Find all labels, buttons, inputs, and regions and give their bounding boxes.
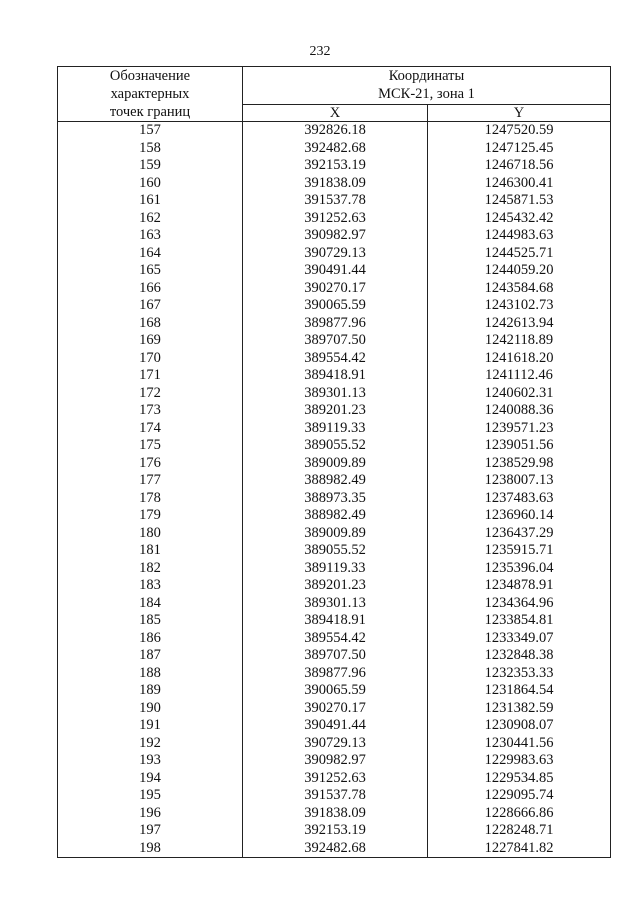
table-row	[58, 560, 611, 578]
x-cell: 389119.33	[243, 420, 428, 438]
x-column-header: X	[243, 104, 428, 121]
x-cell: 389301.13	[243, 385, 428, 403]
x-cell: 390065.59	[243, 297, 428, 315]
point-cell: 178	[58, 490, 243, 508]
table-row	[58, 595, 611, 613]
x-cell: 391838.09	[243, 175, 428, 193]
x-cell: 392482.68	[243, 840, 428, 858]
x-cell: 389554.42	[243, 630, 428, 648]
y-cell: 1244983.63	[428, 227, 611, 245]
table-row	[58, 770, 611, 788]
point-cell: 179	[58, 507, 243, 525]
points-header-line: точек границ	[109, 104, 191, 120]
x-cell: 390270.17	[243, 280, 428, 298]
table-row	[58, 420, 611, 438]
table-row	[58, 455, 611, 473]
x-cell: 388973.35	[243, 490, 428, 508]
point-cell: 182	[58, 560, 243, 578]
y-cell: 1247125.45	[428, 140, 611, 158]
table-row	[58, 525, 611, 543]
y-cell: 1230441.56	[428, 735, 611, 753]
x-cell: 392482.68	[243, 140, 428, 158]
table-row	[58, 437, 611, 455]
y-cell: 1233349.07	[428, 630, 611, 648]
table-row	[58, 490, 611, 508]
y-cell: 1230908.07	[428, 717, 611, 735]
points-column-header	[58, 67, 243, 122]
x-cell: 389009.89	[243, 525, 428, 543]
y-cell: 1240602.31	[428, 385, 611, 403]
point-cell: 174	[58, 420, 243, 438]
x-cell: 389707.50	[243, 332, 428, 350]
y-cell: 1231864.54	[428, 682, 611, 700]
point-cell: 180	[58, 525, 243, 543]
page-number: 232	[309, 44, 331, 59]
y-cell: 1239571.23	[428, 420, 611, 438]
x-cell: 389877.96	[243, 315, 428, 333]
point-cell: 185	[58, 612, 243, 630]
table-row	[58, 122, 611, 140]
x-cell: 392153.19	[243, 822, 428, 840]
y-cell: 1245432.42	[428, 210, 611, 228]
coordinates-header-line: МСК-21, зона 1	[378, 86, 475, 103]
table-row	[58, 385, 611, 403]
x-cell: 389418.91	[243, 367, 428, 385]
x-cell: 389418.91	[243, 612, 428, 630]
point-cell: 161	[58, 192, 243, 210]
x-cell: 389301.13	[243, 595, 428, 613]
table-row	[58, 210, 611, 228]
point-cell: 172	[58, 385, 243, 403]
y-cell: 1243102.73	[428, 297, 611, 315]
x-cell: 389055.52	[243, 437, 428, 455]
y-cell: 1229095.74	[428, 787, 611, 805]
y-cell: 1246718.56	[428, 157, 611, 175]
point-cell: 162	[58, 210, 243, 228]
point-cell: 194	[58, 770, 243, 788]
x-cell: 389554.42	[243, 350, 428, 368]
y-cell: 1241112.46	[428, 367, 611, 385]
table-row	[58, 315, 611, 333]
y-cell: 1241618.20	[428, 350, 611, 368]
x-cell: 391537.78	[243, 787, 428, 805]
x-cell: 389201.23	[243, 577, 428, 595]
table-row	[58, 245, 611, 263]
y-cell: 1234878.91	[428, 577, 611, 595]
x-cell: 390491.44	[243, 717, 428, 735]
y-cell: 1233854.81	[428, 612, 611, 630]
table-row	[58, 805, 611, 823]
y-cell: 1236960.14	[428, 507, 611, 525]
x-cell: 390729.13	[243, 245, 428, 263]
table-row	[58, 140, 611, 158]
table-row	[58, 577, 611, 595]
x-cell: 391252.63	[243, 770, 428, 788]
table-row	[58, 630, 611, 648]
y-cell: 1228248.71	[428, 822, 611, 840]
point-cell: 173	[58, 402, 243, 420]
y-cell: 1239051.56	[428, 437, 611, 455]
point-cell: 189	[58, 682, 243, 700]
y-cell: 1231382.59	[428, 700, 611, 718]
y-cell: 1229983.63	[428, 752, 611, 770]
y-cell: 1237483.63	[428, 490, 611, 508]
y-cell: 1242118.89	[428, 332, 611, 350]
point-cell: 193	[58, 752, 243, 770]
x-cell: 388982.49	[243, 507, 428, 525]
table-row	[58, 647, 611, 665]
table-row	[58, 822, 611, 840]
point-cell: 170	[58, 350, 243, 368]
point-cell: 198	[58, 840, 243, 858]
coordinates-group-header	[243, 67, 611, 105]
y-cell: 1236437.29	[428, 525, 611, 543]
table-row	[58, 227, 611, 245]
x-cell: 390982.97	[243, 227, 428, 245]
point-cell: 191	[58, 717, 243, 735]
point-cell: 192	[58, 735, 243, 753]
y-cell: 1234364.96	[428, 595, 611, 613]
coordinates-table	[57, 66, 611, 858]
table-body	[58, 122, 611, 858]
y-cell: 1247520.59	[428, 122, 611, 140]
y-cell: 1245871.53	[428, 192, 611, 210]
point-cell: 169	[58, 332, 243, 350]
x-cell: 390729.13	[243, 735, 428, 753]
x-cell: 389055.52	[243, 542, 428, 560]
table-row	[58, 332, 611, 350]
point-cell: 164	[58, 245, 243, 263]
table-row	[58, 350, 611, 368]
x-cell: 391537.78	[243, 192, 428, 210]
point-cell: 160	[58, 175, 243, 193]
x-cell: 389877.96	[243, 665, 428, 683]
y-cell: 1246300.41	[428, 175, 611, 193]
table-row	[58, 192, 611, 210]
point-cell: 186	[58, 630, 243, 648]
point-cell: 157	[58, 122, 243, 140]
y-cell: 1242613.94	[428, 315, 611, 333]
x-cell: 389201.23	[243, 402, 428, 420]
point-cell: 167	[58, 297, 243, 315]
point-cell: 175	[58, 437, 243, 455]
table-row	[58, 752, 611, 770]
y-cell: 1240088.36	[428, 402, 611, 420]
y-cell: 1235915.71	[428, 542, 611, 560]
y-cell: 1243584.68	[428, 280, 611, 298]
table-row	[58, 280, 611, 298]
point-cell: 166	[58, 280, 243, 298]
point-cell: 163	[58, 227, 243, 245]
point-cell: 171	[58, 367, 243, 385]
table-row	[58, 735, 611, 753]
point-cell: 159	[58, 157, 243, 175]
y-cell: 1227841.82	[428, 840, 611, 858]
x-cell: 388982.49	[243, 472, 428, 490]
y-cell: 1232848.38	[428, 647, 611, 665]
point-cell: 176	[58, 455, 243, 473]
table-row	[58, 612, 611, 630]
table-row	[58, 157, 611, 175]
table-row	[58, 367, 611, 385]
point-cell: 165	[58, 262, 243, 280]
table-row	[58, 507, 611, 525]
point-cell: 190	[58, 700, 243, 718]
point-cell: 168	[58, 315, 243, 333]
point-cell: 197	[58, 822, 243, 840]
table-row	[58, 297, 611, 315]
table-row	[58, 262, 611, 280]
y-cell: 1232353.33	[428, 665, 611, 683]
y-cell: 1228666.86	[428, 805, 611, 823]
x-cell: 390065.59	[243, 682, 428, 700]
point-cell: 188	[58, 665, 243, 683]
point-cell: 195	[58, 787, 243, 805]
point-cell: 187	[58, 647, 243, 665]
table-row	[58, 840, 611, 858]
y-cell: 1244059.20	[428, 262, 611, 280]
table-row	[58, 665, 611, 683]
y-cell: 1229534.85	[428, 770, 611, 788]
points-header-line: характерных	[110, 86, 190, 102]
table-row	[58, 700, 611, 718]
point-cell: 183	[58, 577, 243, 595]
x-cell: 392153.19	[243, 157, 428, 175]
point-cell: 177	[58, 472, 243, 490]
table-row	[58, 717, 611, 735]
y-cell: 1238529.98	[428, 455, 611, 473]
table-header	[58, 67, 611, 122]
table-row	[58, 542, 611, 560]
x-cell: 389707.50	[243, 647, 428, 665]
x-cell: 389009.89	[243, 455, 428, 473]
x-cell: 390982.97	[243, 752, 428, 770]
table-row	[58, 787, 611, 805]
point-cell: 181	[58, 542, 243, 560]
point-cell: 184	[58, 595, 243, 613]
table-row	[58, 472, 611, 490]
table-row	[58, 402, 611, 420]
y-cell: 1235396.04	[428, 560, 611, 578]
x-cell: 391252.63	[243, 210, 428, 228]
x-cell: 390270.17	[243, 700, 428, 718]
x-cell: 391838.09	[243, 805, 428, 823]
y-cell: 1238007.13	[428, 472, 611, 490]
point-cell: 158	[58, 140, 243, 158]
y-column-header: Y	[428, 104, 611, 121]
y-cell: 1244525.71	[428, 245, 611, 263]
points-header-line: Обозначение	[109, 68, 191, 84]
table-row	[58, 682, 611, 700]
x-cell: 390491.44	[243, 262, 428, 280]
coordinates-header-line: Координаты	[388, 68, 465, 85]
x-cell: 392826.18	[243, 122, 428, 140]
x-cell: 389119.33	[243, 560, 428, 578]
point-cell: 196	[58, 805, 243, 823]
table-row	[58, 175, 611, 193]
